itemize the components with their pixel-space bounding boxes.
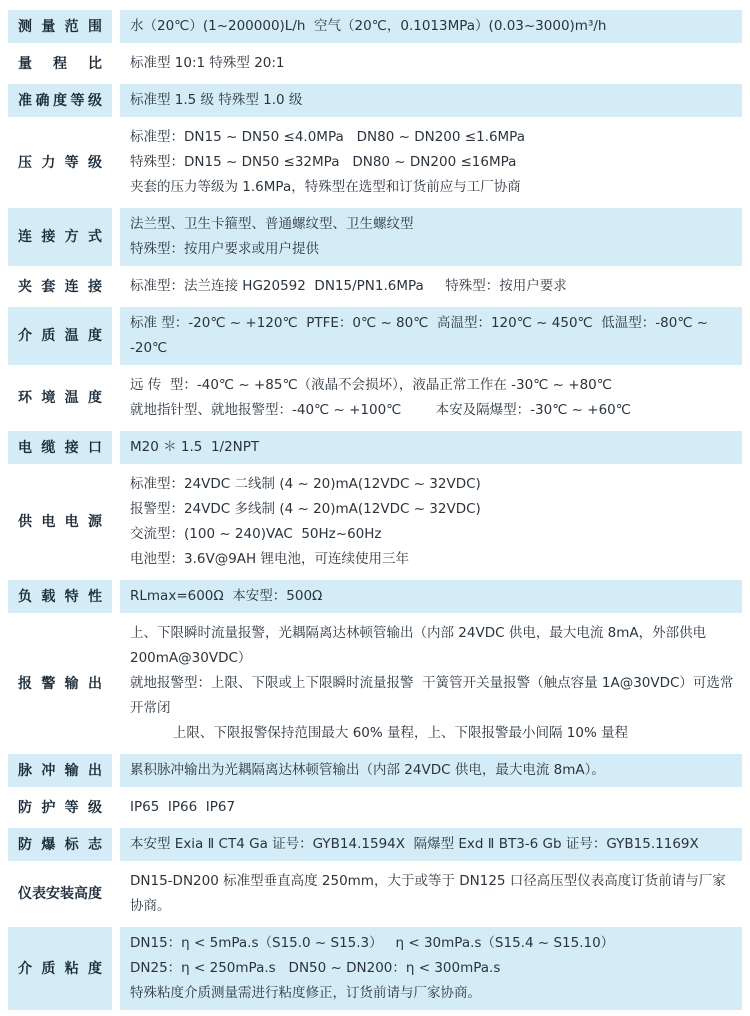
spec-row-label: 介质粘度 <box>18 960 102 977</box>
spec-value-line: 标准型：24VDC 二线制 (4 ~ 20)mA(12VDC ~ 32VDC) <box>130 476 481 492</box>
spec-value-line: 标准型 1.5 级 特殊型 1.0 级 <box>130 92 303 108</box>
spec-value-line: DN15-DN200 标准型垂直高度 250mm，大于或等于 DN125 口径高压型仪表高度订货前请与厂家协商。 <box>130 873 726 914</box>
spec-row <box>8 121 742 204</box>
spec-value-line: 标准型 10:1 特殊型 20:1 <box>130 55 285 71</box>
spec-row-label-cell <box>8 47 112 80</box>
spec-row-value-cell <box>120 468 742 576</box>
spec-value-line: 夹套的压力等级为 1.6MPa，特殊型在选型和订货前应与工厂协商 <box>130 179 521 195</box>
spec-row-label: 量程比 <box>18 55 102 72</box>
spec-row <box>8 307 742 365</box>
spec-row <box>8 828 742 861</box>
spec-row-value-cell <box>120 84 742 117</box>
spec-value-line: 标准型：DN15 ~ DN50 ≤4.0MPa DN80 ~ DN200 ≤1.6MPa <box>130 129 525 145</box>
spec-row <box>8 791 742 824</box>
spec-value-line: 特殊粘度介质测量需进行粘度修正，订货前请与厂家协商。 <box>130 985 481 1001</box>
spec-row-label: 电缆接口 <box>18 439 102 456</box>
spec-row-label: 介质温度 <box>18 328 102 344</box>
spec-row-value-cell <box>120 754 742 787</box>
spec-row-label-cell <box>8 927 112 1010</box>
spec-row <box>8 468 742 576</box>
spec-row <box>8 580 742 613</box>
spec-row-value-cell <box>120 431 742 464</box>
spec-row <box>8 369 742 427</box>
spec-value-line: 电池型：3.6V@9AH 锂电池，可连续使用三年 <box>130 551 409 567</box>
spec-row <box>8 270 742 303</box>
spec-row-label: 供电电源 <box>18 514 102 530</box>
spec-value-line: 报警型：24VDC 多线制 (4 ~ 20)mA(12VDC ~ 32VDC) <box>130 501 481 517</box>
spec-row-value-cell <box>120 580 742 613</box>
spec-row <box>8 84 742 117</box>
spec-row-label: 防爆标志 <box>18 836 102 853</box>
spec-row-value-cell <box>120 270 742 303</box>
spec-row-value-cell <box>120 307 742 365</box>
spec-row-label-cell <box>8 369 112 427</box>
spec-row <box>8 47 742 80</box>
spec-row-label: 防护等级 <box>18 799 102 816</box>
spec-row-value-cell <box>120 121 742 204</box>
spec-row-value-cell <box>120 617 742 750</box>
spec-row-label: 夹套连接 <box>18 278 102 295</box>
spec-row-value-cell <box>120 47 742 80</box>
spec-value-line: DN25：η < 250mPa.s DN50 ~ DN200：η < 300mPa.s <box>130 960 501 976</box>
spec-row <box>8 865 742 923</box>
spec-row-label: 测量范围 <box>18 18 102 35</box>
spec-row-label: 连接方式 <box>18 229 102 245</box>
spec-row-label-cell <box>8 84 112 117</box>
spec-row-label: 负载特性 <box>18 588 102 605</box>
spec-row-value-cell <box>120 828 742 861</box>
spec-value-line: 就地报警型：上限、下限或上下限瞬时流量报警 干簧管开关量报警（触点容量 1A@30VDC）可选常开常闭 <box>130 675 734 716</box>
spec-row-label: 脉冲输出 <box>18 762 102 779</box>
spec-value-line: 标准型：法兰连接 HG20592 DN15/PN1.6MPa 特殊型：按用户要求 <box>130 278 567 294</box>
spec-row-value-cell <box>120 208 742 266</box>
spec-row-value-cell <box>120 791 742 824</box>
spec-value-line: 水（20℃）(1~200000)L/h 空气（20℃，0.1013MPa）(0.03~3000)m³/h <box>130 18 607 34</box>
spec-row <box>8 10 742 43</box>
spec-value-line: DN15：η < 5mPa.s（S15.0 ~ S15.3） η < 30mPa.s（S15.4 ~ S15.10） <box>130 935 615 951</box>
spec-row-value-cell <box>120 369 742 427</box>
spec-row-value-cell <box>120 927 742 1010</box>
spec-value-line: 标准 型：-20℃ ~ +120℃ PTFE：0℃ ~ 80℃ 高温型：120℃ ~ 450℃ 低温型：-80℃ ~ -20℃ <box>130 315 713 356</box>
spec-row-label-cell <box>8 10 112 43</box>
spec-row-label-cell <box>8 307 112 365</box>
spec-value-line: RLmax=600Ω 本安型：500Ω <box>130 588 323 604</box>
spec-row-label-cell <box>8 208 112 266</box>
spec-value-line: 特殊型：按用户要求或用户提供 <box>130 241 319 257</box>
spec-row-label-cell <box>8 617 112 750</box>
spec-row-label-cell <box>8 791 112 824</box>
spec-row-value-cell <box>120 10 742 43</box>
spec-row <box>8 927 742 1010</box>
spec-value-line: 远 传 型：-40℃ ~ +85℃（液晶不会损坏），液晶正常工作在 -30℃ ~ +80℃ <box>130 377 612 393</box>
spec-value-line: 本安型 Exia Ⅱ CT4 Ga 证号：GYB14.1594X 隔爆型 Exd Ⅱ BT3-6 Gb 证号：GYB15.1169X <box>130 836 699 852</box>
spec-value-line: 上、下限瞬时流量报警，光耦隔离达林顿管输出（内部 24VDC 供电，最大电流 8mA，外部供电 200mA@30VDC） <box>130 625 711 666</box>
spec-value-line: IP65 IP66 IP67 <box>130 799 236 815</box>
spec-row <box>8 208 742 266</box>
spec-value-line: 就地指针型、就地报警型：-40℃ ~ +100℃ 本安及隔爆型：-30℃ ~ +60℃ <box>130 402 631 418</box>
spec-row-label: 压力等级 <box>18 154 102 171</box>
spec-value-line: 特殊型：DN15 ~ DN50 ≤32MPa DN80 ~ DN200 ≤16MPa <box>130 154 517 170</box>
spec-row-label-cell <box>8 828 112 861</box>
spec-row <box>8 617 742 750</box>
spec-row-label: 仪表安装高度 <box>18 886 102 902</box>
spec-row-label-cell <box>8 865 112 923</box>
spec-row-label-cell <box>8 754 112 787</box>
spec-row <box>8 431 742 464</box>
spec-value-line: 累积脉冲输出为光耦隔离达林顿管输出（内部 24VDC 供电，最大电流 8mA）。 <box>130 762 605 778</box>
spec-row-label-cell <box>8 121 112 204</box>
spec-row-label-cell <box>8 270 112 303</box>
spec-row-label-cell <box>8 468 112 576</box>
spec-value-line: 上限、下限报警保持范围最大 60% 量程，上、下限报警最小间隔 10% 量程 <box>130 725 629 741</box>
spec-row <box>8 754 742 787</box>
spec-row-value-cell <box>120 865 742 923</box>
spec-row-label-cell <box>8 431 112 464</box>
spec-value-line: M20 ＊ 1.5 1/2NPT <box>130 439 260 455</box>
spec-row-label: 准确度等级 <box>18 92 102 109</box>
spec-value-line: 法兰型、卫生卡箍型、普通螺纹型、卫生螺纹型 <box>130 216 414 232</box>
spec-row-label-cell <box>8 580 112 613</box>
spec-value-line: 交流型：(100 ~ 240)VAC 50Hz~60Hz <box>130 526 382 542</box>
spec-row-label: 报警输出 <box>18 675 102 692</box>
spec-row-label: 环境温度 <box>18 390 102 406</box>
